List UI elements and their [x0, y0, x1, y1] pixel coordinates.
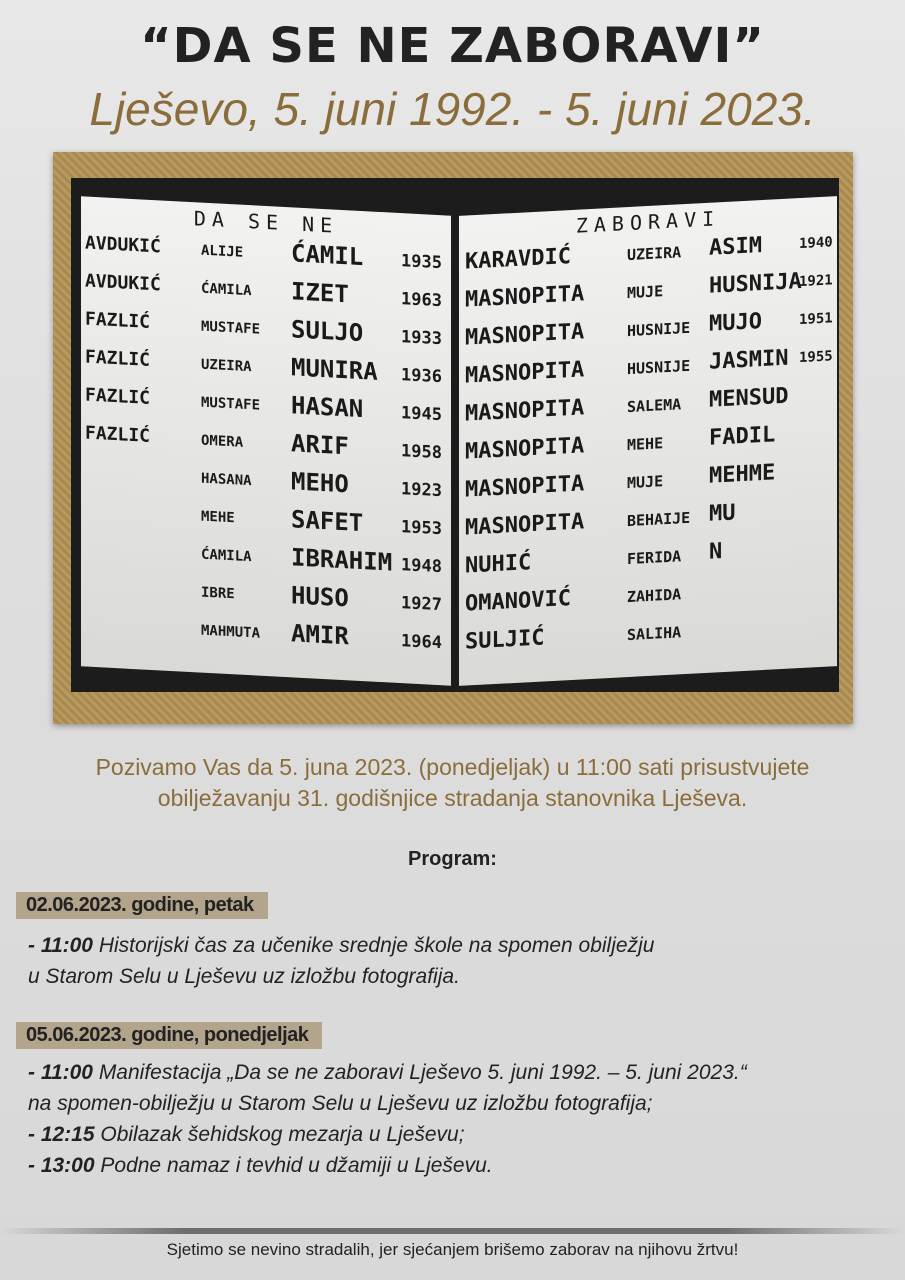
memorial-father: HUSNIJE: [627, 356, 691, 379]
poster-subtitle: Lješevo, 5. juni 1992. - 5. juni 2023.: [89, 83, 816, 135]
memorial-name: ARIF: [291, 429, 349, 461]
program-item: [28, 930, 868, 961]
memorial-name: ASIM: [709, 233, 762, 261]
program-item-time: - 11:00: [28, 1061, 93, 1084]
memorial-name: HUSO: [291, 581, 349, 613]
invitation-text: [20, 752, 885, 814]
memorial-year: 1935: [401, 251, 442, 274]
memorial-year: 1951: [799, 310, 833, 329]
memorial-year: 1923: [401, 479, 442, 502]
memorial-father: UZEIRA: [627, 243, 682, 265]
program-item-time: - 13:00: [28, 1154, 95, 1177]
memorial-name: MUJO: [709, 309, 762, 337]
memorial-name: SULJO: [291, 315, 364, 348]
memorial-name: MENSUD: [709, 383, 789, 413]
memorial-father: HASANA: [201, 470, 252, 490]
memorial-year: 1963: [401, 289, 442, 312]
memorial-page-right: [459, 196, 837, 686]
program-item-text: na spomen-obilježju u Starom Selu u Lješevu uz izložbu fotografija;: [28, 1092, 653, 1115]
memorial-book-photo: [71, 178, 839, 692]
memorial-name: HUSNIJA: [709, 268, 802, 299]
memorial-father: MEHE: [627, 434, 664, 455]
program-day-1-heading: 02.06.2023. godine, petak: [16, 892, 268, 919]
footer-text: Sjetimo se nevino stradalih, jer sjećanjem brišemo zaborav na njihovu žrtvu!: [166, 1240, 739, 1259]
program-item: [28, 1057, 868, 1088]
memorial-surname: KARAVDIĆ: [465, 244, 571, 275]
memorial-year: 1955: [799, 348, 833, 367]
memorial-surname: FAZLIĆ: [85, 422, 151, 447]
memorial-name: MU: [709, 500, 736, 527]
memorial-father: MUJE: [627, 472, 664, 493]
memorial-name: SAFET: [291, 505, 364, 538]
memorial-surname: MASNOPITA: [465, 433, 585, 465]
memorial-photo-frame: [53, 152, 853, 724]
memorial-surname: FAZLIĆ: [85, 308, 151, 333]
memorial-father: ZAHIDA: [627, 585, 682, 607]
program-item: [28, 961, 868, 992]
memorial-year: 1940: [799, 234, 833, 253]
memorial-surname: MASNOPITA: [465, 357, 585, 389]
memorial-year: 1953: [401, 517, 442, 540]
memorial-surname: FAZLIĆ: [85, 346, 151, 371]
memorial-father: IBRE: [201, 584, 235, 603]
memorial-father: ALIJE: [201, 242, 244, 261]
memorial-name: HASAN: [291, 391, 364, 424]
footer-divider: [0, 1228, 905, 1234]
memorial-surname: NUHIĆ: [465, 550, 532, 579]
program-item-time: - 11:00: [28, 934, 93, 957]
program-day-2-items: [28, 1057, 868, 1181]
memorial-page-right-heading: ZABORAVI: [575, 206, 721, 238]
memorial-surname: MASNOPITA: [465, 319, 585, 351]
memorial-name: MEHO: [291, 467, 349, 499]
memorial-father: MEHE: [201, 508, 235, 527]
memorial-father: BEHAIJE: [627, 508, 691, 531]
memorial-father: ĆAMILA: [201, 280, 252, 300]
memorial-surname: MASNOPITA: [465, 471, 585, 503]
program-item-text: Manifestacija „Da se ne zaboravi Lješevo 5. juni 1992. – 5. juni 2023.“: [92, 1061, 747, 1084]
memorial-father: ĆAMILA: [201, 546, 252, 566]
memorial-father: MUJE: [627, 282, 664, 303]
memorial-father: HUSNIJE: [627, 318, 691, 341]
memorial-father: SALEMA: [627, 395, 682, 417]
memorial-name: AMIR: [291, 619, 349, 651]
memorial-father: FERIDA: [627, 547, 682, 569]
memorial-surname: MASNOPITA: [465, 509, 585, 541]
memorial-year: 1936: [401, 365, 442, 388]
invitation-line-2: obilježavanju 31. godišnjice stradanja stanovnika Lješeva.: [157, 785, 748, 811]
memorial-father: UZEIRA: [201, 356, 252, 376]
memorial-name: JASMIN: [709, 345, 789, 375]
memorial-page-left: [81, 196, 451, 685]
memorial-year: 1927: [401, 593, 442, 616]
memorial-name: MUNIRA: [291, 353, 378, 386]
program-item-text: Podne namaz i tevhid u džamiji u Lješevu.: [94, 1154, 493, 1177]
memorial-name: FADIL: [709, 422, 776, 451]
memorial-year: 1945: [401, 403, 442, 426]
memorial-year: 1948: [401, 555, 442, 578]
memorial-surname: OMANOVIĆ: [465, 586, 571, 617]
memorial-name: ĆAMIL: [291, 239, 364, 272]
poster-title: “DA SE NE ZABORAVI”: [140, 18, 765, 74]
memorial-surname: MASNOPITA: [465, 395, 585, 427]
program-item-text: u Starom Selu u Lješevu uz izložbu fotografija.: [28, 965, 460, 988]
memorial-name: N: [709, 539, 723, 565]
program-item-text: Obilazak šehidskog mezarja u Lješevu;: [94, 1123, 465, 1146]
program-day-2-heading: 05.06.2023. godine, ponedjeljak: [16, 1022, 322, 1049]
memorial-year: 1921: [799, 272, 833, 291]
program-item-time: - 12:15: [28, 1123, 95, 1146]
memorial-father: OMERA: [201, 432, 244, 451]
program-item: [28, 1119, 868, 1150]
memorial-name: IBRAHIM: [291, 543, 393, 577]
memorial-surname: AVDUKIĆ: [85, 270, 161, 296]
program-label: Program:: [408, 848, 497, 870]
memorial-year: 1964: [401, 631, 442, 654]
memorial-father: MUSTAFE: [201, 394, 261, 414]
invitation-line-1: Pozivamo Vas da 5. juna 2023. (ponedjeljak) u 11:00 sati prisustvujete: [95, 754, 810, 780]
memorial-surname: MASNOPITA: [465, 281, 585, 313]
memorial-surname: SULJIĆ: [465, 625, 545, 655]
memorial-surname: FAZLIĆ: [85, 384, 151, 409]
memorial-name: MEHME: [709, 460, 776, 489]
memorial-surname: AVDUKIĆ: [85, 232, 161, 258]
program-item: [28, 1088, 868, 1119]
program-item: [28, 1150, 868, 1181]
memorial-year: 1958: [401, 441, 442, 464]
memorial-father: MUSTAFE: [201, 318, 261, 338]
memorial-father: MAHMUTA: [201, 622, 261, 642]
program-item-text: Historijski čas za učenike srednje škole na spomen obilježju: [92, 934, 655, 957]
memorial-name: IZET: [291, 277, 349, 309]
program-day-1-items: [28, 930, 868, 992]
memorial-father: SALIHA: [627, 623, 682, 645]
memorial-year: 1933: [401, 327, 442, 350]
memorial-page-left-heading: DA SE NE: [193, 206, 339, 238]
